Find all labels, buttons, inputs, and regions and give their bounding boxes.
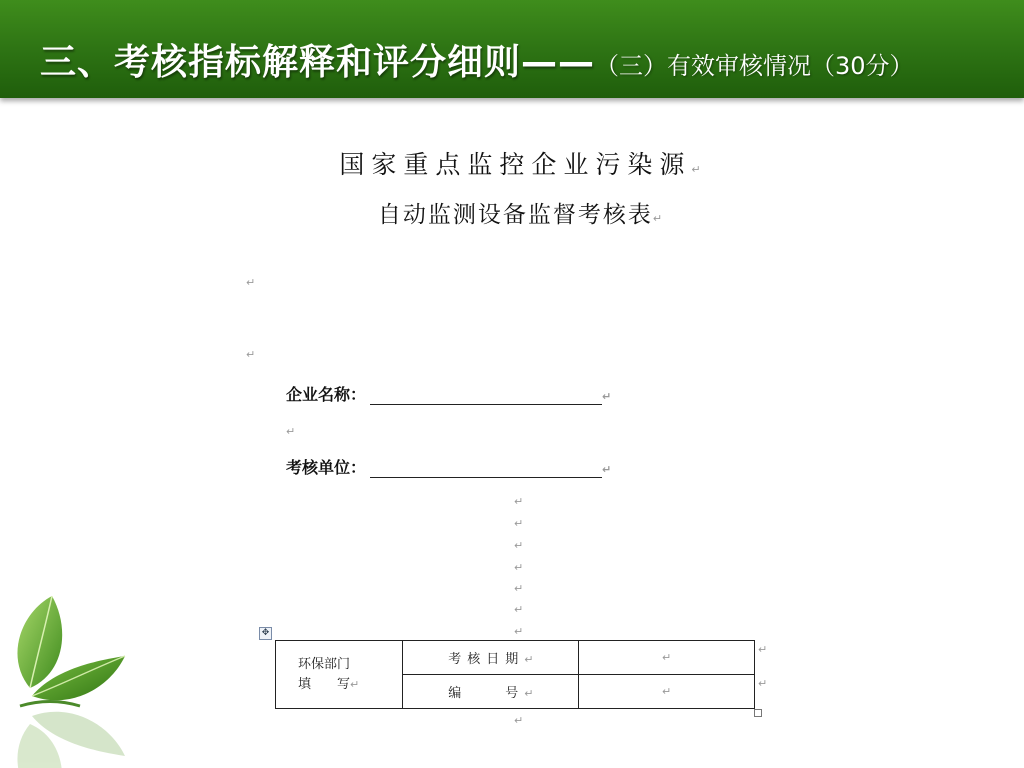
paragraph-mark: ↵ (662, 651, 672, 664)
enterprise-name-field (286, 382, 611, 405)
table-move-handle-icon[interactable]: ✥ (259, 627, 272, 640)
paragraph-mark: ↵ (350, 677, 360, 691)
paragraph-mark: ↵ (246, 276, 256, 289)
paragraph-mark: ↵ (758, 643, 768, 656)
dept-fill-label: 环保部门 填 写 (298, 656, 351, 692)
serial-number-label: 编 号 (448, 686, 525, 701)
document-title-line2 (0, 196, 1024, 229)
paragraph-mark: ↵ (691, 163, 701, 176)
paragraph-mark: ↵ (514, 625, 524, 638)
paragraph-mark: ↵ (286, 425, 296, 438)
table-row (276, 641, 755, 675)
paragraph-mark: ↵ (514, 603, 524, 616)
paragraph-mark: ↵ (246, 348, 256, 361)
green-leaf-icon (0, 588, 140, 768)
paragraph-mark: ↵ (514, 714, 524, 727)
paragraph-mark: ↵ (514, 539, 524, 552)
paragraph-mark: ↵ (514, 495, 524, 508)
table-resize-handle[interactable] (754, 709, 762, 717)
audit-date-label: 考核日期 (448, 652, 525, 667)
audit-date-value-cell[interactable] (579, 641, 755, 675)
slide-title-main: 三、考核指标解释和评分细则—— (40, 42, 596, 83)
paragraph-mark: ↵ (524, 653, 534, 666)
enterprise-name-label: 企业名称： (286, 385, 367, 404)
audit-unit-label: 考核单位： (286, 458, 367, 477)
title-line2-text: 自动监测设备监督考核表 (377, 202, 653, 228)
slide-header (0, 0, 1024, 98)
paragraph-mark: ↵ (758, 677, 768, 690)
dept-fill-cell (276, 641, 403, 709)
paragraph-mark: ↵ (652, 212, 663, 225)
serial-number-label-cell (403, 675, 579, 709)
audit-unit-blank (370, 459, 602, 478)
serial-number-value-cell[interactable] (579, 675, 755, 709)
document-title-line1 (0, 145, 1024, 181)
paragraph-mark: ↵ (602, 463, 612, 476)
audit-info-table (275, 640, 755, 709)
title-line1-text: 国家重点监控企业污染源 (339, 150, 692, 179)
enterprise-name-blank (370, 386, 602, 405)
paragraph-mark: ↵ (662, 685, 672, 698)
slide-title (40, 34, 914, 85)
audit-date-label-cell (403, 641, 579, 675)
paragraph-mark: ↵ (514, 582, 524, 595)
paragraph-mark: ↵ (514, 517, 524, 530)
paragraph-mark: ↵ (602, 390, 612, 403)
paragraph-mark: ↵ (524, 687, 534, 700)
slide-title-sub: （三）有效审核情况（30分） (595, 52, 914, 80)
audit-unit-field (286, 455, 611, 478)
paragraph-mark: ↵ (514, 561, 524, 574)
